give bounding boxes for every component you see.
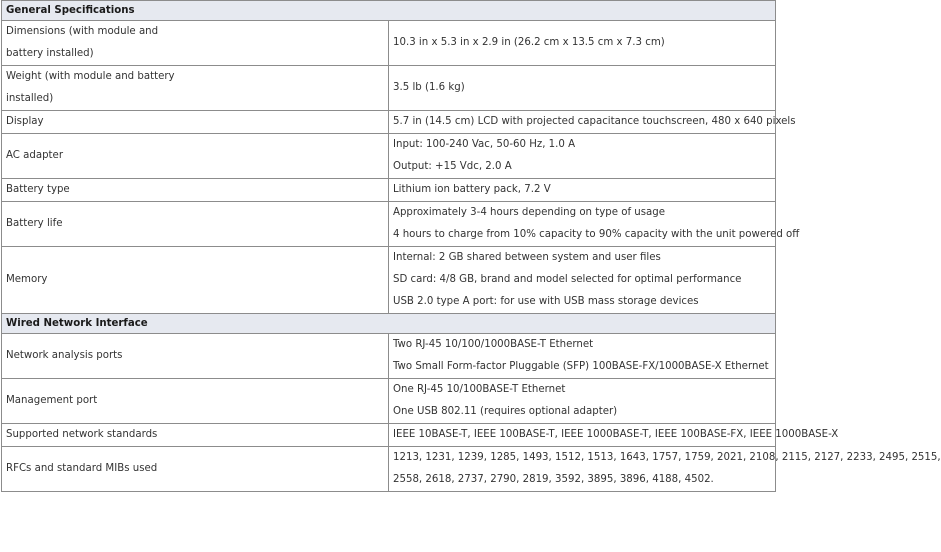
spec-value-line: Input: 100-240 Vac, 50-60 Hz, 1.0 A <box>393 139 576 150</box>
spec-value-line: 4 hours to charge from 10% capacity to 90% capacity with the unit powered off <box>393 229 800 240</box>
spec-label-cell <box>2 447 389 492</box>
spec-value-line: Two Small Form-factor Pluggable (SFP) 100BASE-FX/1000BASE-X Ethernet <box>393 361 769 372</box>
spec-value-line: 10.3 in x 5.3 in x 2.9 in (26.2 cm x 13.5 cm x 7.3 cm) <box>393 37 665 48</box>
spec-value-cell <box>389 66 776 111</box>
spec-label-text: Battery life <box>6 218 63 229</box>
spec-value-line: Internal: 2 GB shared between system and user files <box>393 252 661 263</box>
spec-value-line: IEEE 10BASE-T, IEEE 100BASE-T, IEEE 1000BASE-T, IEEE 100BASE-FX, IEEE 1000BASE-X <box>393 429 839 440</box>
spec-value-line: SD card: 4/8 GB, brand and model selected for optimal performance <box>393 274 742 285</box>
spec-label-cell <box>2 379 389 424</box>
spec-label-text: AC adapter <box>6 150 64 161</box>
spec-label-cell <box>2 111 389 134</box>
spec-table <box>1 0 941 492</box>
spec-label-text: Dimensions (with module and <box>6 26 159 37</box>
spec-row <box>2 247 776 314</box>
spec-value-line: 2558, 2618, 2737, 2790, 2819, 3592, 3895, 3896, 4188, 4502. <box>393 474 714 485</box>
spec-value-line: Output: +15 Vdc, 2.0 A <box>393 161 512 172</box>
spec-value-line: 1213, 1231, 1239, 1285, 1493, 1512, 1513, 1643, 1757, 1759, 2021, 2108, 2115, 2127, 2233, 2495, 2515, <box>393 452 941 463</box>
spec-value-line: 3.5 lb (1.6 kg) <box>393 82 465 93</box>
spec-label-text: battery installed) <box>6 48 94 59</box>
spec-value-cell <box>389 179 776 202</box>
spec-value-line: One RJ-45 10/100BASE-T Ethernet <box>393 384 566 395</box>
spec-label-cell <box>2 202 389 247</box>
spec-value-line: Lithium ion battery pack, 7.2 V <box>393 184 551 195</box>
spec-row <box>2 379 776 424</box>
spec-row <box>2 334 776 379</box>
spec-value-cell <box>389 134 776 179</box>
spec-value-cell <box>389 202 800 247</box>
spec-row <box>2 179 776 202</box>
spec-row <box>2 447 776 492</box>
spec-value-line: 5.7 in (14.5 cm) LCD with projected capacitance touchscreen, 480 x 640 pixels <box>393 116 796 127</box>
spec-label-text: Network analysis ports <box>6 350 123 361</box>
spec-value-line: USB 2.0 type A port: for use with USB mass storage devices <box>393 296 699 307</box>
spec-label-cell <box>2 247 389 314</box>
spec-label-cell <box>2 66 389 111</box>
spec-label-text: Memory <box>6 274 48 285</box>
spec-value-line: One USB 802.11 (requires optional adapter) <box>393 406 618 417</box>
spec-row <box>2 21 776 66</box>
spec-table-body <box>2 1 941 492</box>
spec-row <box>2 66 776 111</box>
spec-row <box>2 111 776 134</box>
spec-label-cell <box>2 424 389 447</box>
spec-value-cell <box>389 247 776 314</box>
spec-label-text: Weight (with module and battery <box>6 71 175 82</box>
spec-label-cell <box>2 179 389 202</box>
spec-row <box>2 424 776 447</box>
spec-row <box>2 202 776 247</box>
section-title: Wired Network Interface <box>2 314 776 334</box>
section-header-row <box>2 314 776 334</box>
spec-value-cell <box>389 111 796 134</box>
spec-value-line: Two RJ-45 10/100/1000BASE-T Ethernet <box>393 339 594 350</box>
spec-label-text: Supported network standards <box>6 429 158 440</box>
section-header-row <box>2 1 776 21</box>
spec-label-text: installed) <box>6 93 54 104</box>
spec-label-cell <box>2 134 389 179</box>
spec-label-cell <box>2 21 389 66</box>
spec-label-cell <box>2 334 389 379</box>
spec-value-cell <box>389 334 776 379</box>
section-title: General Specifications <box>2 1 776 21</box>
spec-value-cell <box>389 447 941 492</box>
spec-label-text: Display <box>6 116 44 127</box>
spec-value-line: Approximately 3-4 hours depending on type of usage <box>393 207 666 218</box>
spec-label-text: Management port <box>6 395 98 406</box>
spec-value-cell <box>389 424 839 447</box>
spec-value-cell <box>389 21 776 66</box>
spec-label-text: RFCs and standard MIBs used <box>6 463 158 474</box>
spec-row <box>2 134 776 179</box>
spec-value-cell <box>389 379 776 424</box>
spec-label-text: Battery type <box>6 184 70 195</box>
